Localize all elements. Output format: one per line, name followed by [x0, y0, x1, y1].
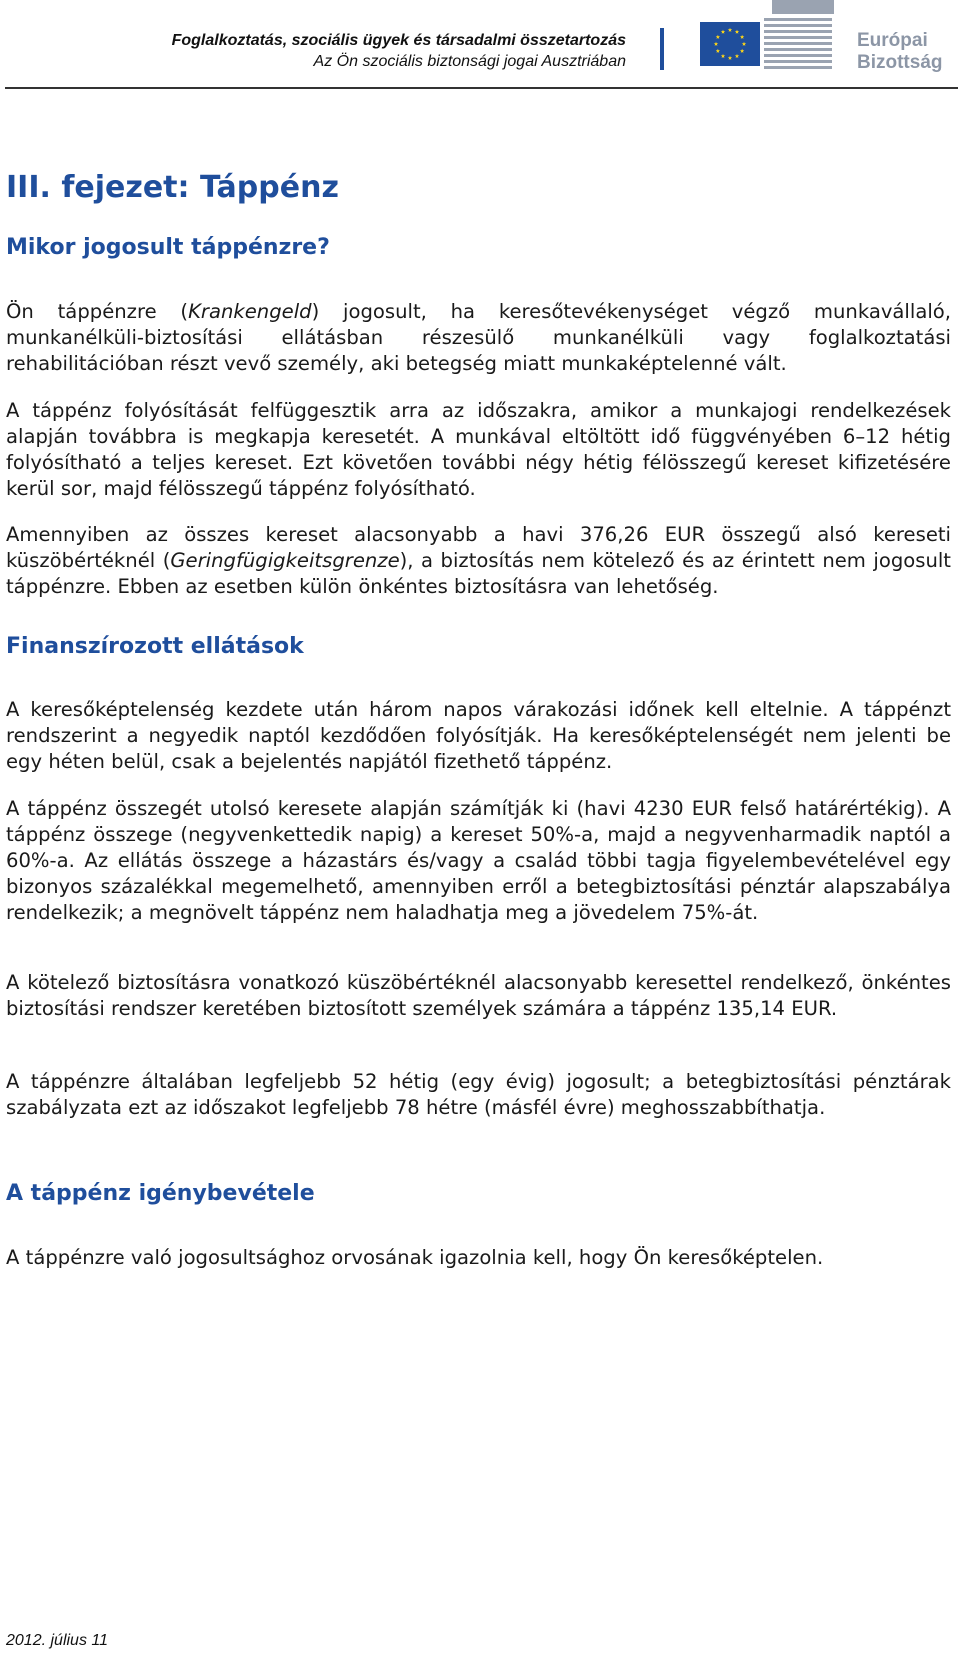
logo-text-line2: Bizottság [857, 52, 943, 73]
italic-term: Geringfügigkeitsgrenze [170, 549, 400, 572]
logo-text-line1: Európai [857, 30, 928, 51]
italic-term: Krankengeld [188, 300, 312, 323]
paragraph-benefits-1: A keresőképtelenség kezdete után három napos várakozási időnek kell eltelnie. A táppénzt rendszerint a negyedik naptól kezdődően folyósítják. Ha keresőképtelenségét nem jelenti be egy héten belül, csak a bejelentés napjától fizethető táppénz. [6, 698, 951, 773]
paragraph-claim-1: A táppénzre való jogosultsághoz orvosának igazolnia kell, hogy Ön keresőképtelen. [6, 1246, 824, 1269]
paragraph-eligibility-3 [6, 522, 951, 600]
page-footer: 2012. július 11 [6, 1632, 108, 1649]
chapter-title: III. fejezet: Táppénz [6, 170, 339, 205]
paragraph-benefits-3: A kötelező biztosításra vonatkozó küszöbértéknél alacsonyabb keresettel rendelkező, önkéntes biztosítási rendszer keretében biztosított személyek számára a táppénz 135,14 EUR. [6, 971, 951, 1020]
text-run: ), a biztosítás nem kötelező és az érintett nem jogosult táppénzre. Ebben az esetben külön önkéntes biztosításra van lehetőség. [6, 549, 951, 598]
header-divider [5, 87, 958, 89]
text-run: ) jogosult, ha keresőtevékenységet végző munkavállaló, munkanélküli-biztosítási ellátásban részesülő munkanélküli vagy foglalkoztatási rehabilitációban részt vevő személy, aki betegség miatt munkaképtelenné vált. [6, 300, 951, 375]
paragraph-benefits-2: A táppénz összegét utolsó keresete alapján számítják ki (havi 4230 EUR felső határértékig). A táppénz összege (negyvenkettedik napig) a kereset 50%-a, majd a negyvenharmadik naptól a 60%-a. Az ellátás összege a házastárs és/vagy a család többi tagja figyelembevételével egy bizonyos százalékkal megemelhető, amennyiben erről a betegbiztosítási pénztár alapszabálya rendelkezik; a megnövelt táppénz nem haladhatja meg a jövedelem 75%-át. [6, 797, 951, 924]
paragraph-eligibility-2: A táppénz folyósítását felfüggesztik arra az időszakra, amikor a munkajogi rendelkezések alapján továbbra is megkapja keresetét. A munkával eltöltött idő függvényében 6–12 hétig folyósítható a teljes kereset. Ezt követően további négy hétig félösszegű kereset kifizetésére kerül sor, majd félösszegű táppénz folyósítható. [6, 399, 951, 500]
paragraph-benefits-4: A táppénzre általában legfeljebb 52 hétig (egy évig) jogosult; a betegbiztosítási pénztárak szabályzata ezt az időszakot legfeljebb 78 hétre (másfél évre) meghosszabbíthatja. [6, 1070, 951, 1119]
header-separator [660, 28, 664, 70]
section-heading-eligibility: Mikor jogosult táppénzre? [6, 235, 330, 260]
paragraph-eligibility-1 [6, 299, 951, 377]
section-heading-claim: A táppénz igénybevétele [6, 1181, 315, 1206]
text-run: Amennyiben az összes kereset alacsonyabb a havi 376,26 EUR összegű alsó kereseti küszöbértéknél ( [6, 523, 951, 572]
header-title: Foglalkoztatás, szociális ügyek és társadalmi összetartozás [171, 32, 626, 49]
section-heading-benefits: Finanszírozott ellátások [6, 634, 304, 659]
text-run: Ön táppénzre ( [6, 300, 189, 323]
header-subtitle: Az Ön szociális biztonsági jogai Ausztriában [313, 53, 626, 70]
